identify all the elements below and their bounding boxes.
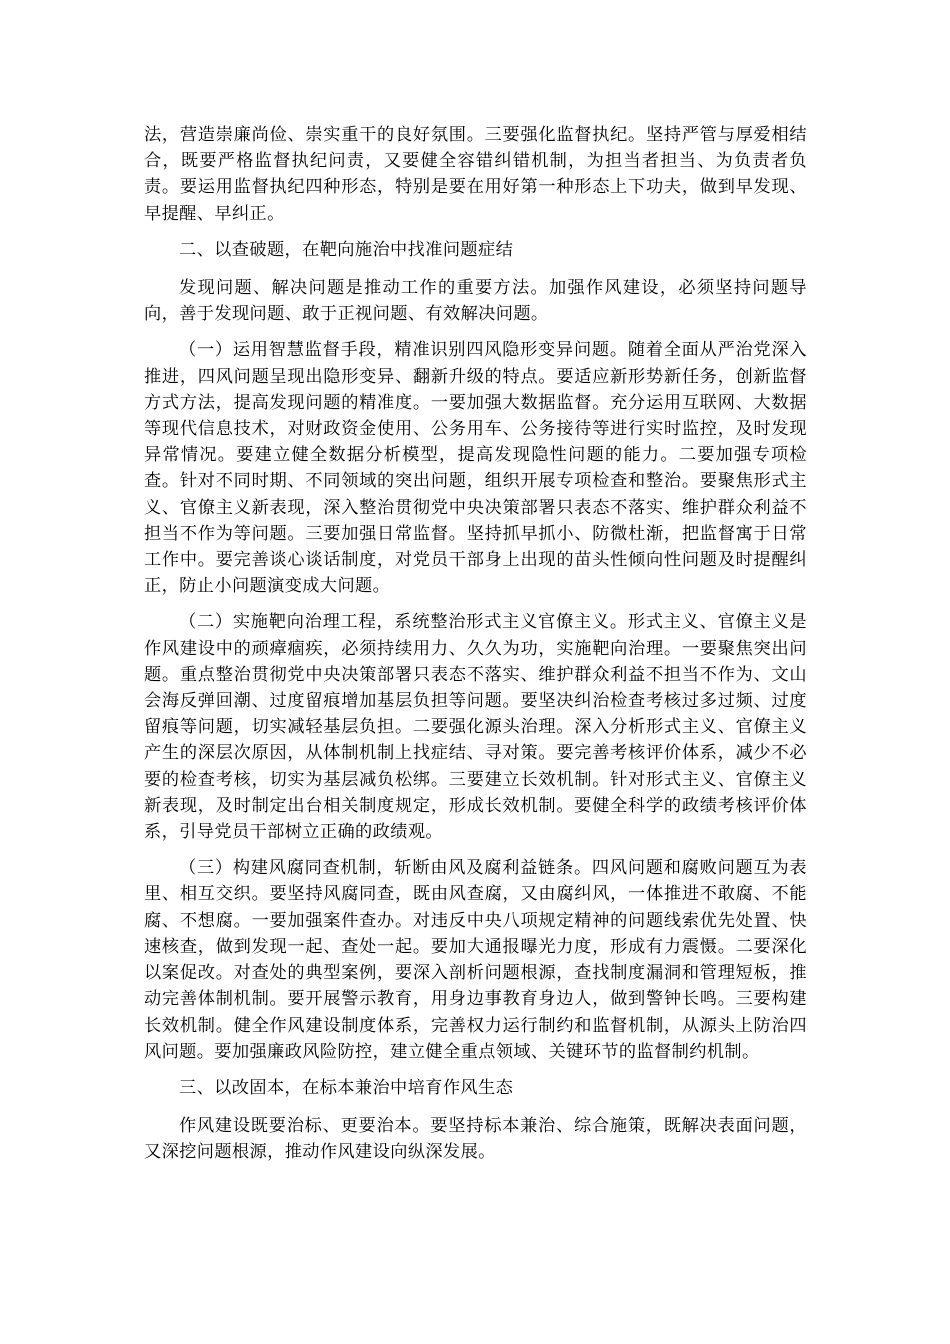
paragraph-subsection-3: （三）构建风腐同查机制，斩断由风及腐利益链条。四风问题和腐败问题互为表里、相互交织。要坚持风腐同查，既由风查腐，又由腐纠风，一体推进不敢腐、不能腐、不想腐。一要加强案件查办。对违反中央八项规定精神的问题线索优先处置、快速核查，做到发现一起、查处一起。要加大通报曝光力度，形成有力震慑。二要深化以案促改。对查处的典型案例，要深入剖析问题根源，查找制度漏洞和管理短板，推动完善体制机制。要开展警示教育，用身边事教育身边人，做到警钟长鸣。三要构建长效机制。健全作风建设制度体系，完善权力运行制约和监督机制，从源头上防治四风问题。要加强廉政风险防控，建立健全重点领域、关键环节的监督制约机制。 [144, 858, 807, 1062]
section-heading-3: 三、以改固本，在标本兼治中培育作风生态 [179, 1077, 514, 1098]
paragraph-intro-3: 作风建设既要治标、更要治本。要坚持标本兼治、综合施策，既解决表面问题，又深挖问题根源，推动作风建设向纵深发展。 [144, 1116, 807, 1163]
document-page [144, 122, 807, 1176]
paragraph-subsection-2: （二）实施靶向治理工程，系统整治形式主义官僚主义。形式主义、官僚主义是作风建设中的顽瘴痼疾，必须持续用力、久久为功，实施靶向治理。一要聚焦突出问题。重点整治贯彻党中央决策部署只表态不落实、维护群众利益不担当不作为、文山会海反弹回潮、过度留痕增加基层负担等问题。要坚决纠治检查考核过多过频、过度留痕等问题，切实减轻基层负担。二要强化源头治理。深入分析形式主义、官僚主义产生的深层次原因，从体制机制上找症结、寻对策。要完善考核评价体系，减少不必要的检查考核，切实为基层减负松绑。三要建立长效机制。针对形式主义、官僚主义新表现，及时制定出台相关制度规定，形成长效机制。要健全科学的政绩考核评价体系，引导党员干部树立正确的政绩观。 [144, 612, 807, 843]
paragraph-intro-2: 发现问题、解决问题是推动工作的重要方法。加强作风建设，必须坚持问题导向，善于发现问题、敢于正视问题、有效解决问题。 [144, 278, 807, 325]
section-heading-2: 二、以查破题，在靶向施治中找准问题症结 [179, 239, 514, 260]
paragraph-subsection-1: （一）运用智慧监督手段，精准识别四风隐形变异问题。随着全面从严治党深入推进，四风问题呈现出隐形变异、翻新升级的特点。要适应新形势新任务，创新监督方式方法，提高发现问题的精准度。一要加强大数据监督。充分运用互联网、大数据等现代信息技术，对财政资金使用、公务用车、公务接待等进行实时监控，及时发现异常情况。要建立健全数据分析模型，提高发现隐性问题的能力。二要加强专项检查。针对不同时期、不同领域的突出问题，组织开展专项检查和整治。要聚焦形式主义、官僚主义新表现，深入整治贯彻党中央决策部署只表态不落实、维护群众利益不担当不作为等问题。三要加强日常监督。坚持抓早抓小、防微杜渐，把监督寓于日常工作中。要完善谈心谈话制度，对党员干部身上出现的苗头性倾向性问题及时提醒纠正，防止小问题演变成大问题。 [144, 340, 807, 597]
paragraph-continuation: 法，营造崇廉尚俭、崇实重干的良好氛围。三要强化监督执纪。坚持严管与厚爱相结合，既要严格监督执纪问责，又要健全容错纠错机制，为担当者担当、为负责者负责。要运用监督执纪四种形态，特别是要在用好第一种形态上下功夫，做到早发现、早提醒、早纠正。 [144, 125, 807, 224]
